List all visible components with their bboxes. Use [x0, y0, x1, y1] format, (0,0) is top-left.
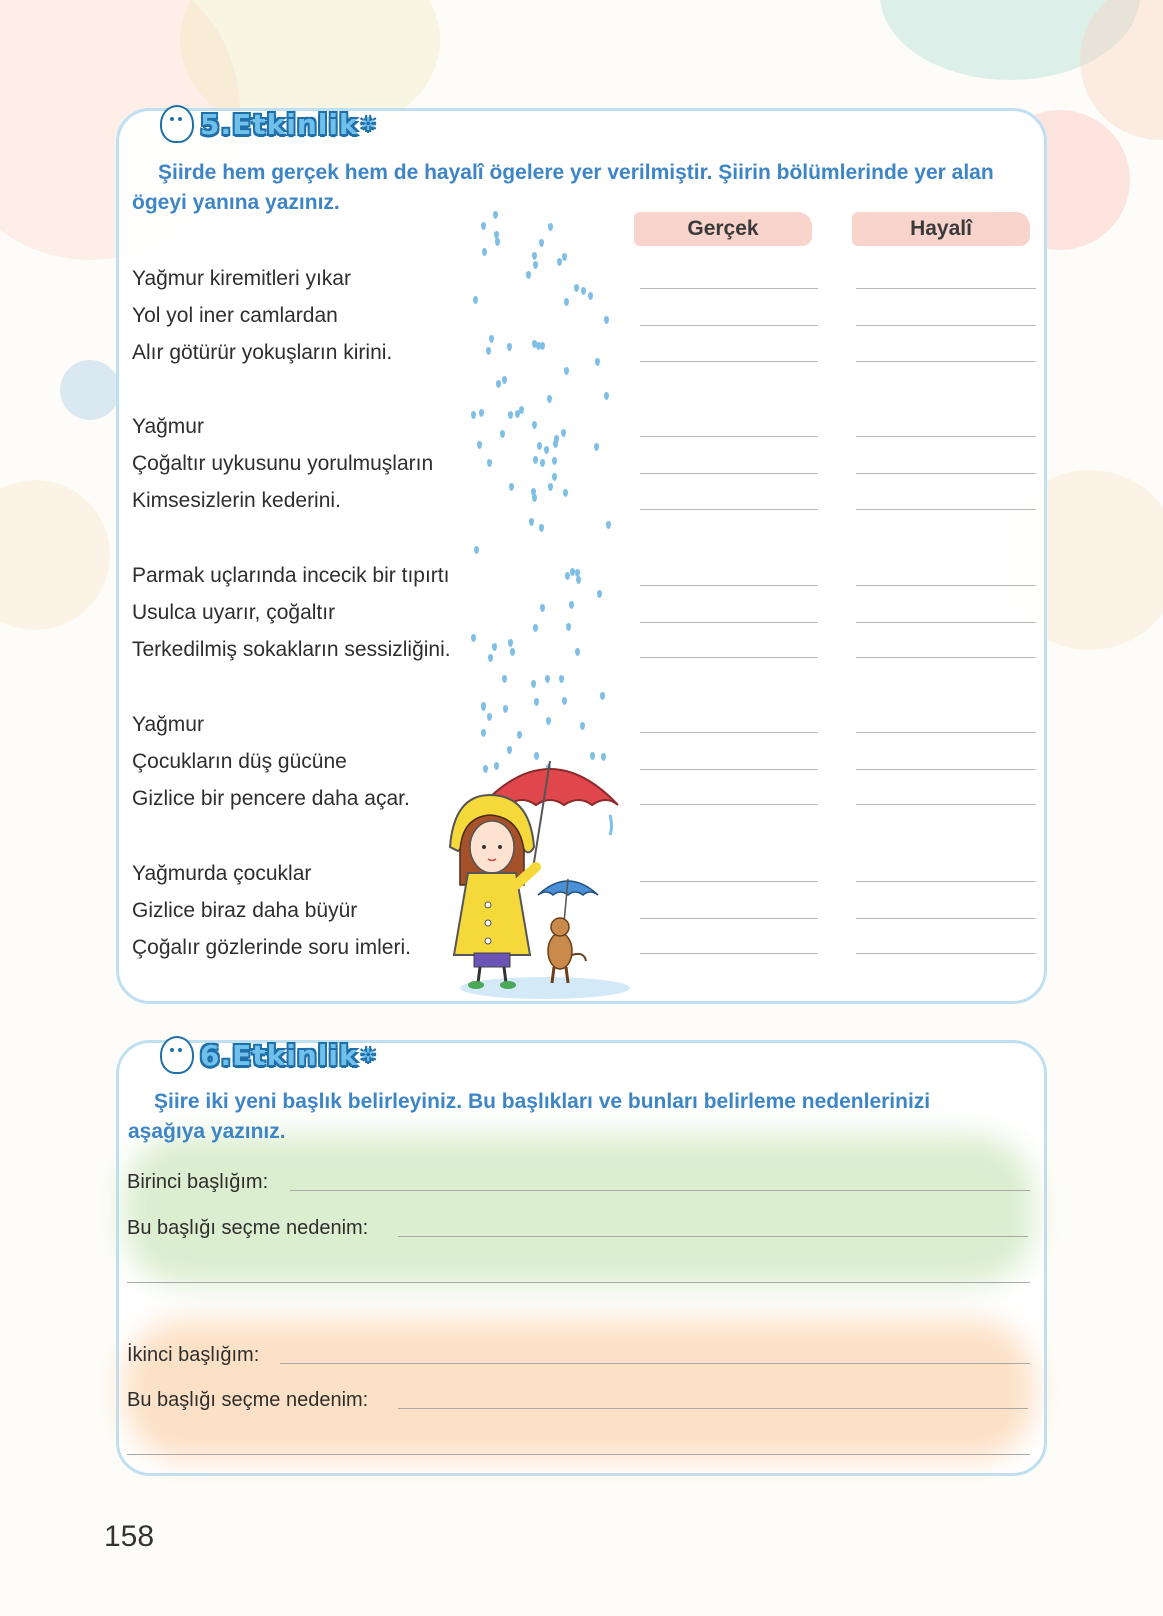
green-watercolor-wash [124, 1135, 1034, 1285]
poem-line: Çoğalır gözlerinde soru imleri. [132, 936, 411, 959]
hayali-answer-line[interactable] [856, 436, 1036, 437]
face [470, 821, 514, 873]
poem-line: Parmak uçlarında incecik bir tıpırtı [132, 564, 450, 587]
gercek-answer-line[interactable] [640, 288, 818, 289]
rain-drop [563, 489, 568, 497]
first-reason-line-2[interactable] [127, 1282, 1030, 1283]
mascot-icon [160, 105, 194, 143]
activity-5-instruction-text: Şiirde hem gerçek hem de hayalî ögelere yer verilmiştir. Şiirin bölümlerinde yer alan ögeyi yanına yazınız. [132, 161, 994, 214]
poem-line: Yol yol iner camlardan [132, 304, 338, 327]
sparkle-icon: ✲ [360, 1044, 377, 1066]
rain-drop [540, 604, 545, 612]
page-number: 158 [104, 1520, 155, 1553]
rain-drop [532, 252, 537, 260]
hayali-answer-line[interactable] [856, 473, 1036, 474]
second-reason-line-2[interactable] [127, 1454, 1030, 1455]
gercek-answer-line[interactable] [640, 953, 818, 954]
gercek-answer-line[interactable] [640, 473, 818, 474]
rain-drop [539, 524, 544, 532]
hayali-answer-line[interactable] [856, 622, 1036, 623]
column-header-hayali: Hayalî [852, 212, 1030, 246]
rain-drop [533, 261, 538, 269]
hayali-answer-line[interactable] [856, 585, 1036, 586]
puddle [460, 977, 630, 999]
rain-drop [488, 654, 493, 662]
poem-line: Kimsesizlerin kederini. [132, 489, 341, 512]
first-reason-line[interactable] [398, 1236, 1028, 1237]
rain-drop [482, 248, 487, 256]
activity-6-instruction [128, 1087, 1008, 1147]
second-title-line[interactable] [280, 1363, 1030, 1364]
poem-line: Gizlice biraz daha büyür [132, 899, 358, 922]
rain-drop [575, 569, 580, 577]
gercek-answer-line[interactable] [640, 622, 818, 623]
activity-5-badge-text: 5.Etkinlik [200, 107, 359, 141]
poem-line: Usulca uyarır, çoğaltır [132, 601, 336, 624]
rain-drop [477, 441, 482, 449]
gercek-answer-line[interactable] [640, 509, 818, 510]
gercek-answer-line[interactable] [640, 585, 818, 586]
hayali-answer-line[interactable] [856, 509, 1036, 510]
sparkle-icon: ✲ [360, 113, 377, 135]
poem-line: Terkedilmiş sokakların sessizliğini. [132, 638, 451, 661]
gercek-answer-line[interactable] [640, 918, 818, 919]
poem-line: Alır götürür yokuşların kirini. [132, 341, 393, 364]
rain-drop [581, 287, 586, 295]
gercek-answer-line[interactable] [640, 436, 818, 437]
hayali-answer-line[interactable] [856, 732, 1036, 733]
rain-drop [508, 411, 513, 419]
second-reason-label: Bu başlığı seçme nedenim: [127, 1389, 369, 1411]
column-header-gercek: Gerçek [634, 212, 812, 246]
gercek-answer-line[interactable] [640, 361, 818, 362]
first-title-label: Birinci başlığım: [127, 1171, 269, 1193]
poem-line: Yağmur [132, 713, 204, 736]
hayali-answer-line[interactable] [856, 325, 1036, 326]
rain-drop [604, 316, 609, 324]
mascot-icon [160, 1036, 194, 1074]
poem-line: Gizlice bir pencere daha açar. [132, 787, 410, 810]
rain-drop [495, 238, 500, 246]
dog [548, 933, 572, 969]
girl-with-umbrella-illustration [440, 755, 640, 1005]
hayali-answer-line[interactable] [856, 288, 1036, 289]
poem-line: Çocukların düş gücüne [132, 750, 347, 773]
rain-drop [507, 343, 512, 351]
rain-drop [510, 648, 515, 656]
rain-drop [600, 692, 605, 700]
gercek-answer-line[interactable] [640, 657, 818, 658]
hayali-answer-line[interactable] [856, 918, 1036, 919]
rain-drop [494, 231, 499, 239]
second-title-label: İkinci başlığım: [127, 1344, 260, 1366]
activity-5-instruction [132, 158, 1012, 218]
gercek-answer-line[interactable] [640, 325, 818, 326]
second-reason-line[interactable] [398, 1408, 1028, 1409]
poem-line: Yağmurda çocuklar [132, 862, 312, 885]
gercek-answer-line[interactable] [640, 881, 818, 882]
rain-drop [492, 643, 497, 651]
hayali-answer-line[interactable] [856, 657, 1036, 658]
activity-6-instruction-text: Şiire iki yeni başlık belirleyiniz. Bu başlıkları ve bunları belirleme nedenlerinizi aşağıya yazınız. [128, 1090, 931, 1143]
hayali-answer-line[interactable] [856, 804, 1036, 805]
hayali-answer-line[interactable] [856, 361, 1036, 362]
gercek-answer-line[interactable] [640, 769, 818, 770]
rain-drop [493, 211, 498, 219]
rain-drop [532, 421, 537, 429]
rain-drop [559, 675, 564, 683]
hayali-answer-line[interactable] [856, 881, 1036, 882]
hayali-answer-line[interactable] [856, 769, 1036, 770]
gercek-answer-line[interactable] [640, 732, 818, 733]
hayali-answer-line[interactable] [856, 953, 1036, 954]
gercek-answer-line[interactable] [640, 804, 818, 805]
rain-drop [546, 717, 551, 725]
rain-drop [529, 518, 534, 526]
rain-drop [597, 590, 602, 598]
rain-drop [588, 292, 593, 300]
poem-line: Yağmur kiremitleri yıkar [132, 267, 351, 290]
rain-drop [547, 395, 552, 403]
rain-drop [569, 601, 574, 609]
first-title-line[interactable] [290, 1190, 1030, 1191]
poem-line: Çoğaltır uykusunu yorulmuşların [132, 452, 434, 475]
rain-drop [487, 459, 492, 467]
poem-line: Yağmur [132, 415, 204, 438]
activity-6-badge [160, 1035, 377, 1075]
activity-6-badge-text: 6.Etkinlik [200, 1038, 359, 1072]
activity-5-badge [160, 104, 377, 144]
first-reason-label: Bu başlığı seçme nedenim: [127, 1217, 369, 1239]
rain-drop [604, 392, 609, 400]
